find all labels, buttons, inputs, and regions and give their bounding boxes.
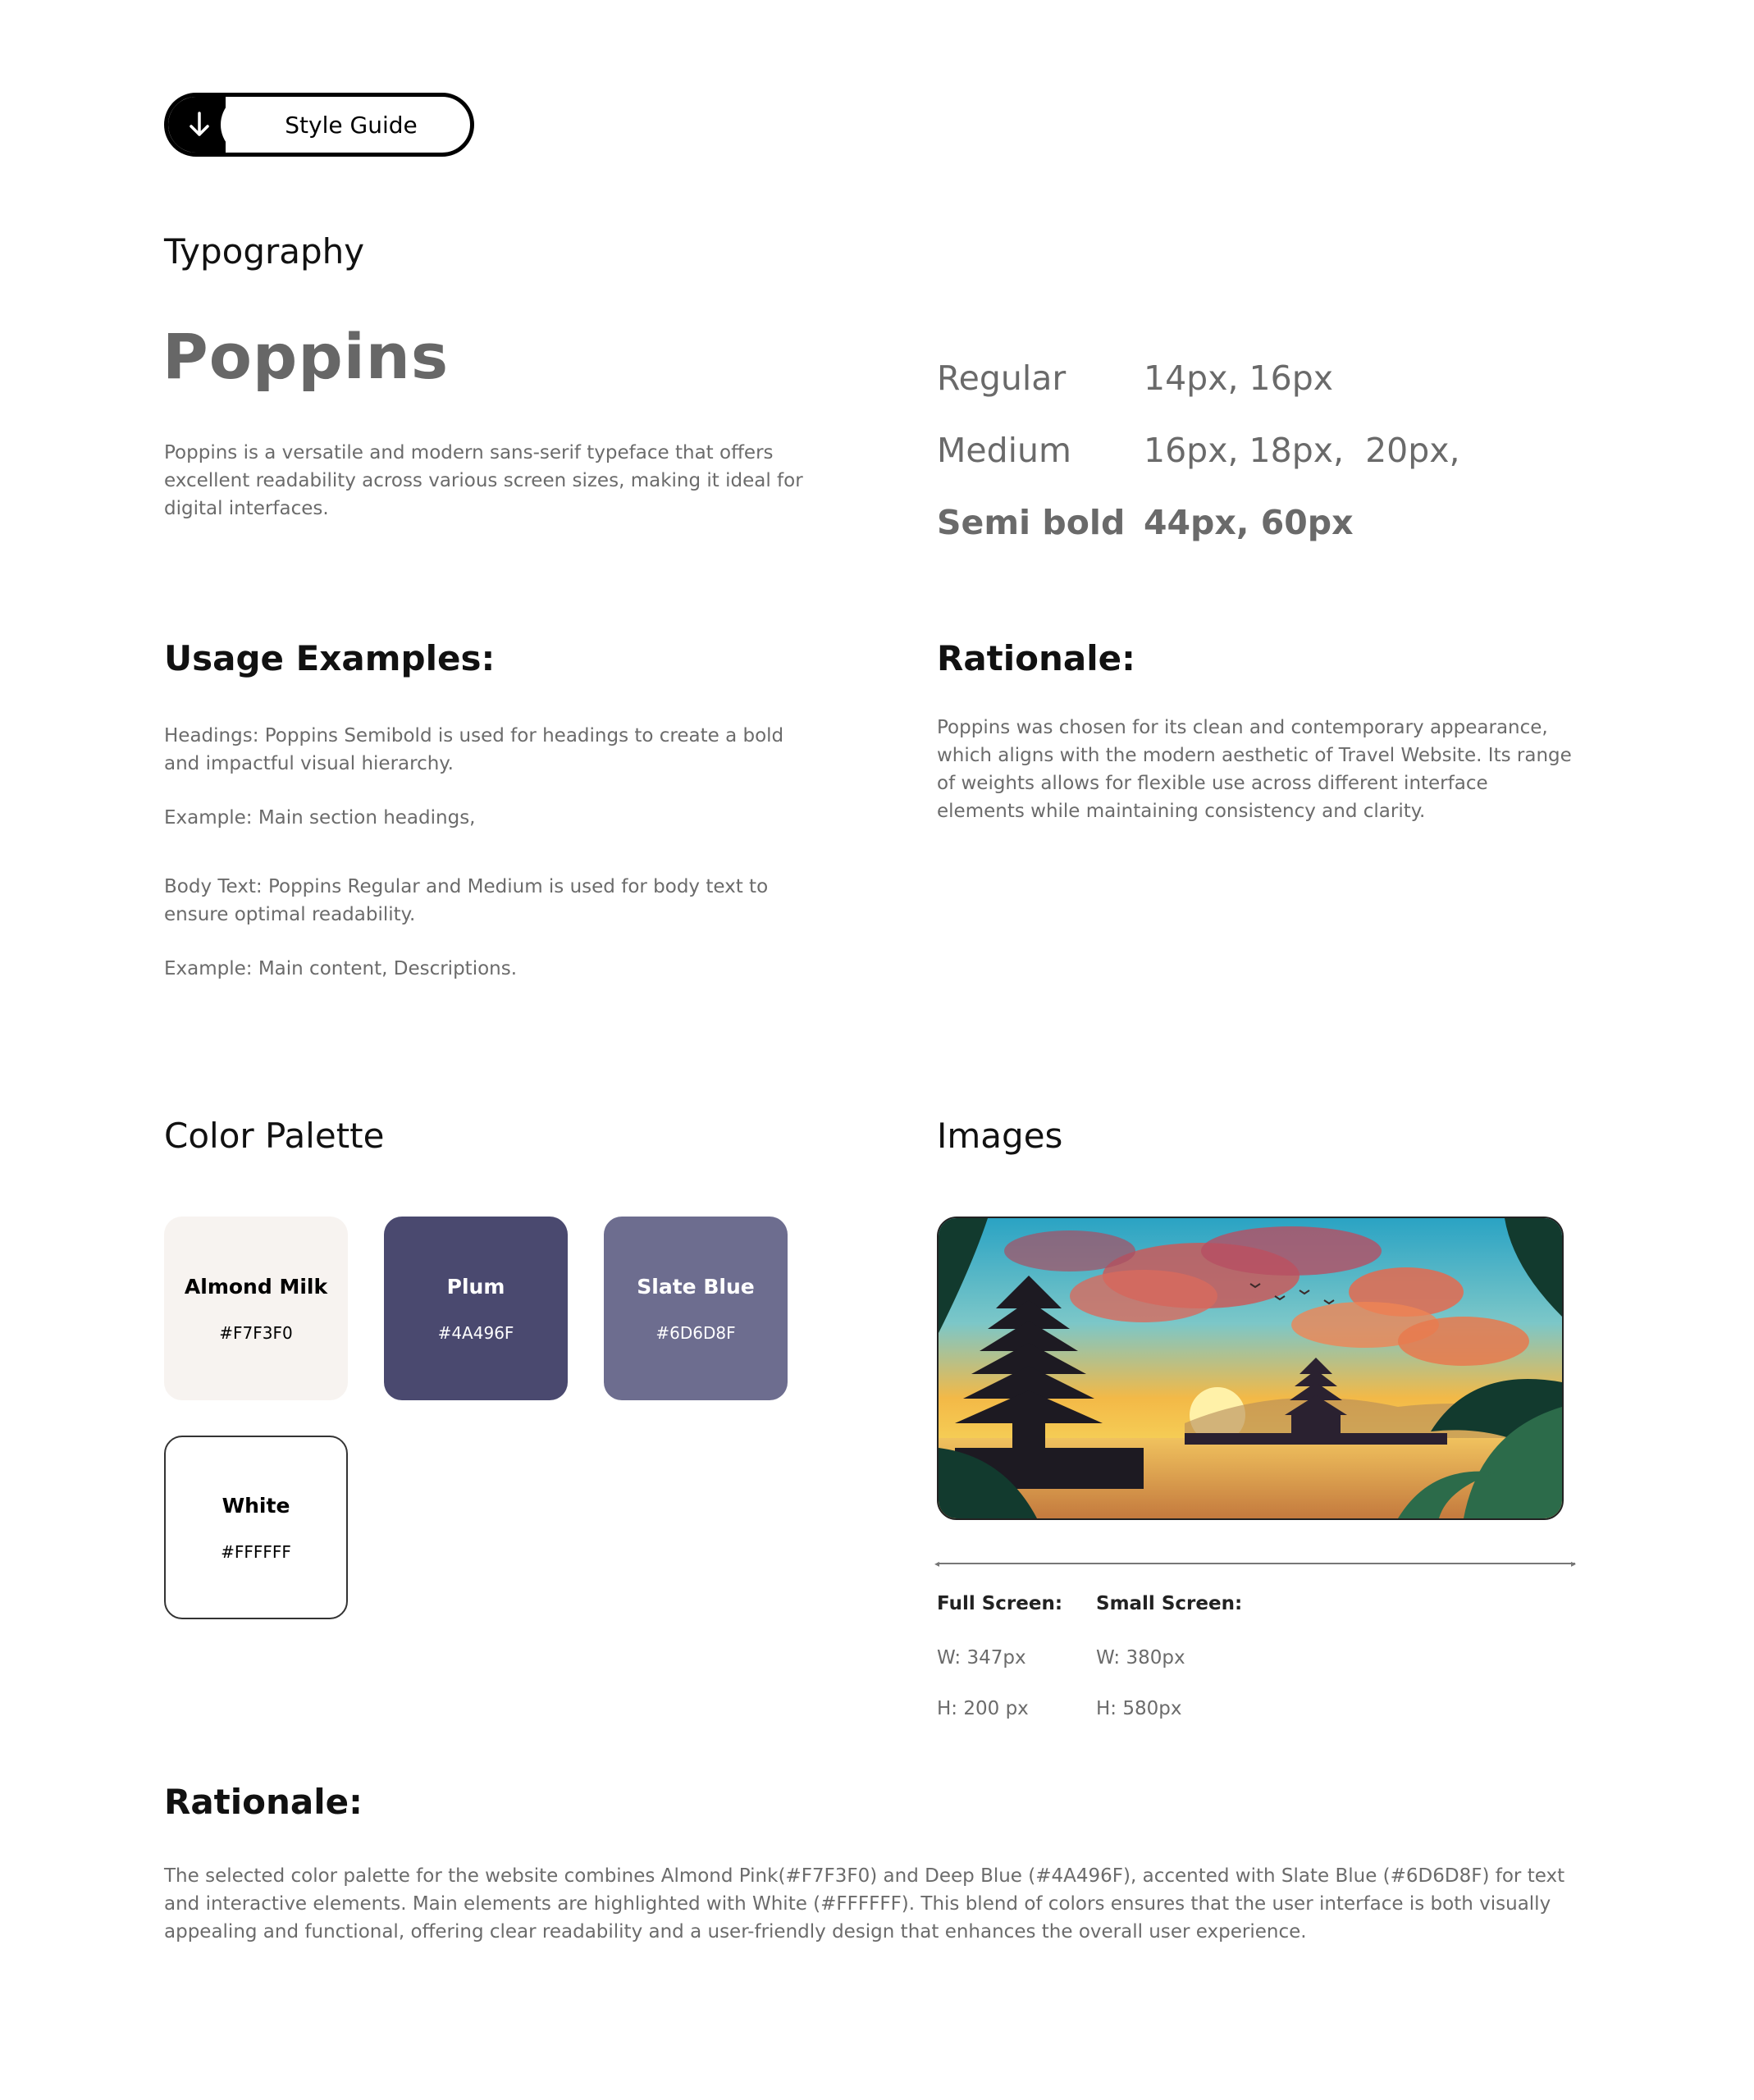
images-title: Images	[937, 1116, 1063, 1156]
swatch-almond-milk	[164, 1217, 348, 1400]
swatch-white	[164, 1436, 348, 1619]
full-screen-width: W: 347px	[937, 1647, 1026, 1669]
swatch-plum	[384, 1217, 568, 1400]
typography-title: Typography	[164, 231, 365, 272]
width-measure-line	[937, 1563, 1575, 1564]
full-screen-height: H: 200 px	[937, 1698, 1029, 1719]
rationale-typography-title: Rationale:	[937, 638, 1135, 678]
weight-row-semibold	[937, 503, 1460, 575]
weight-name: Medium	[937, 431, 1071, 470]
swatch-name: Slate Blue	[637, 1274, 755, 1299]
usage-headings-example: Example: Main section headings,	[164, 807, 476, 829]
weight-sizes: 44px, 60px	[1144, 503, 1354, 542]
usage-body-text: Body Text: Poppins Regular and Medium is used for body text to ensure optimal readability.	[164, 876, 769, 925]
swatch-hex: #6D6D8F	[655, 1322, 736, 1343]
rationale-colors-text: The selected color palette for the website combines Almond Pink(#F7F3F0) and Deep Blue (#4A496F), accented with Slate Blue (#6D6D8F) for text and interactive elements. Main elements are highlighted with White (#FFFFFF). This blend of colors ensures that the user interface is both visually appealing and functional, offering clear readability and a user-friendly design that enhances the overall user experience.	[164, 1865, 1565, 1942]
full-screen-label: Full Screen:	[937, 1593, 1063, 1614]
rationale-colors-title: Rationale:	[164, 1782, 363, 1822]
rationale-typography-text: Poppins was chosen for its clean and contemporary appearance, which aligns with the modern aesthetic of Travel Website. Its range of weights allows for flexible use across different interface elements while maintaining consistency and clarity.	[937, 717, 1572, 822]
swatch-name: Almond Milk	[184, 1274, 328, 1299]
font-description: Poppins is a versatile and modern sans-serif typeface that offers excellent readability across various screen sizes, making it ideal for digital interfaces.	[164, 442, 803, 519]
swatch-hex: #F7F3F0	[219, 1322, 293, 1343]
color-palette-title: Color Palette	[164, 1116, 385, 1156]
swatch-slate-blue	[604, 1217, 788, 1400]
usage-title: Usage Examples:	[164, 638, 496, 678]
measure-left-arrow-icon: ◂	[934, 1558, 940, 1569]
font-name: Poppins	[162, 320, 450, 393]
weight-row-medium	[937, 431, 1460, 503]
usage-body-example: Example: Main content, Descriptions.	[164, 958, 518, 979]
pill-label: Style Guide	[285, 111, 418, 139]
swatch-hex: #4A496F	[437, 1322, 514, 1343]
weight-row-regular	[937, 358, 1460, 431]
weight-name: Semi bold	[937, 503, 1126, 542]
arrow-down-icon	[180, 105, 219, 144]
swatch-hex: #FFFFFF	[221, 1541, 291, 1562]
style-guide-pill[interactable]	[164, 93, 474, 157]
measure-right-arrow-icon: ▸	[1571, 1558, 1577, 1569]
font-weights	[937, 358, 1460, 575]
small-screen-width: W: 380px	[1096, 1647, 1185, 1669]
small-screen-height: H: 580px	[1096, 1698, 1182, 1719]
swatch-name: Plum	[446, 1274, 505, 1299]
small-screen-label: Small Screen:	[1096, 1593, 1243, 1614]
swatch-name: White	[222, 1493, 290, 1518]
weight-sizes: 14px, 16px	[1144, 358, 1333, 398]
weight-name: Regular	[937, 358, 1067, 398]
weight-sizes: 16px, 18px, 20px,	[1144, 431, 1460, 470]
usage-headings-text: Headings: Poppins Semibold is used for headings to create a bold and impactful visual hierarchy.	[164, 725, 784, 774]
sample-travel-image	[937, 1217, 1564, 1520]
